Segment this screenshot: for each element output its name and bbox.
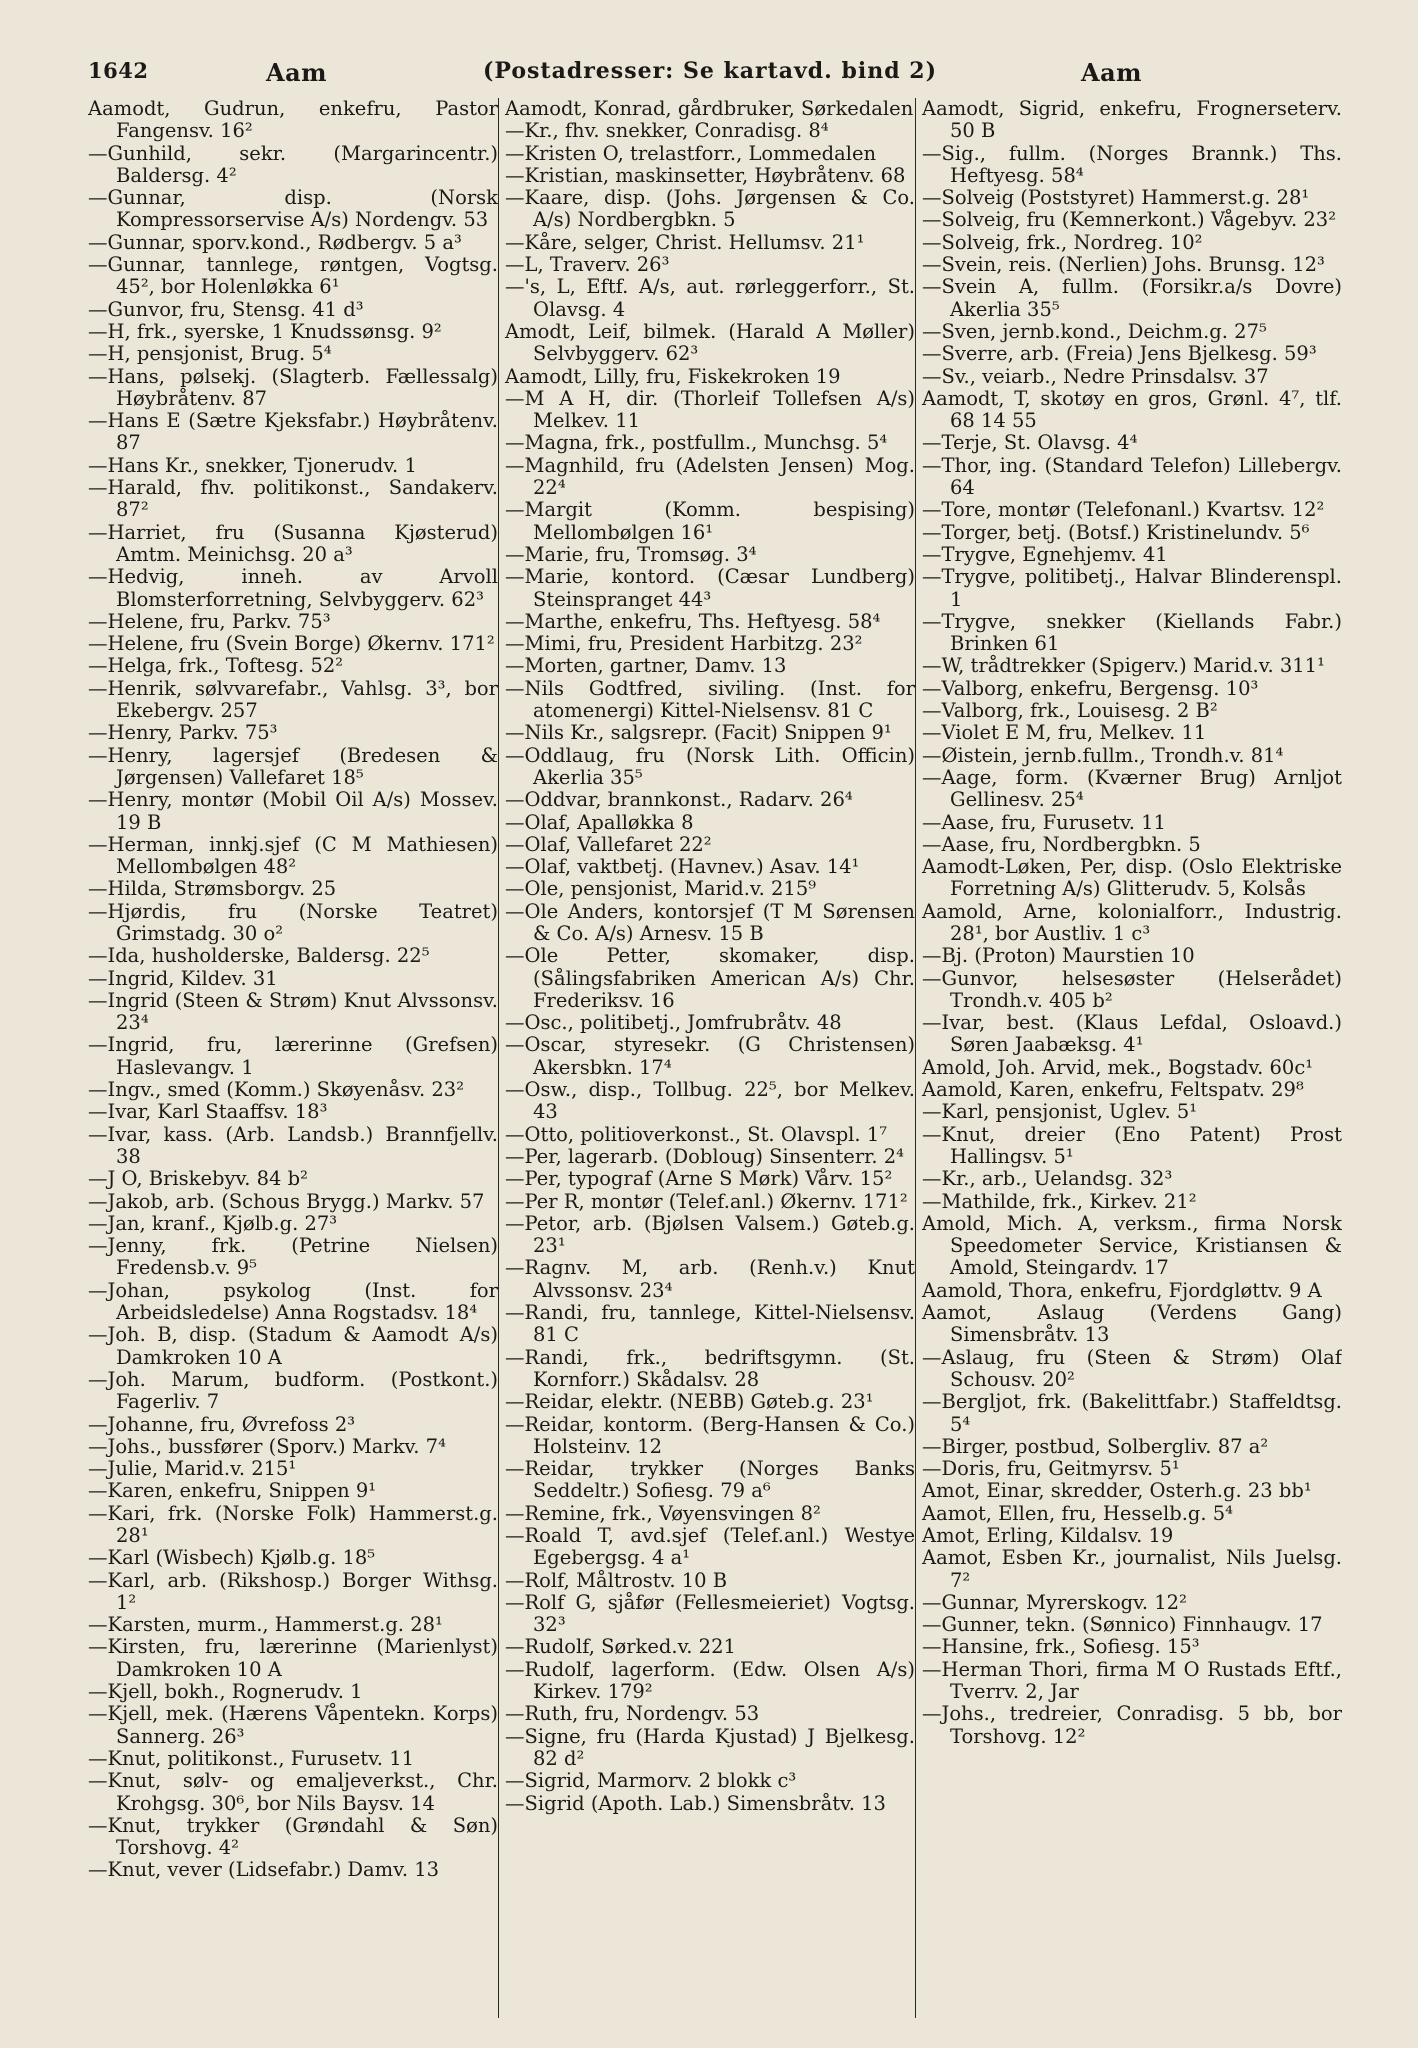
column-1: [88, 98, 498, 2018]
directory-entry: —Ivar, Karl Staaffsv. 18³: [88, 1100, 328, 1124]
directory-entry: —Osw., disp., Tollbug. 22⁵, bor Melkev. 43: [505, 1078, 915, 1124]
directory-entry: Aamold, Arne, kolonialforr., Industrig. 28¹, bor Austliv. 1 c³: [922, 899, 1342, 945]
directory-entry: —Randi, fru, tannlege, Kittel-Nielsensv. 81 C: [505, 1301, 915, 1347]
directory-entry: —Aslaug, fru (Steen & Strøm) Olaf Schousv. 20²: [922, 1345, 1342, 1391]
directory-entry: —Herman, innkj.sjef (C M Mathiesen) Mellombølgen 48²: [88, 832, 498, 879]
directory-entry: —Henry, Parkv. 75³: [88, 721, 278, 745]
header-right-keyword: Aam: [1081, 58, 1143, 87]
directory-entry: —Mimi, fru, President Harbitzg. 23²: [505, 632, 863, 656]
directory-entry: —Joh. B, disp. (Stadum & Aamodt A/s) Damkroken 10 A: [88, 1323, 498, 1369]
directory-entry: —Bj. (Proton) Maurstien 10: [922, 944, 1195, 968]
directory-entry: —Ole Anders, kontorsjef (T M Sørensen & Co. A/s) Arnesv. 15 B: [505, 899, 915, 945]
directory-entry: Aamodt, Konrad, gårdbruker, Sørkedalen: [505, 98, 914, 120]
directory-entry: —Gunvor, fru, Stensg. 41 d³: [88, 297, 364, 321]
directory-entry: —Hedvig, inneh. av Arvoll Blomsterforretning, Selvbyggerv. 62³: [88, 565, 498, 611]
page-number: 1642: [88, 58, 149, 83]
column-3: [915, 98, 1342, 2018]
directory-entry: —Nils Kr., salgsrepr. (Facit) Snippen 9¹: [505, 721, 892, 745]
directory-entry: —Petor, arb. (Bjølsen Valsem.) Gøteb.g. 23¹: [505, 1211, 915, 1258]
directory-entry: —Sigrid, Marmorv. 2 blokk c³: [505, 1769, 797, 1793]
directory-entry: —Ingrid, Kildev. 31: [88, 966, 278, 990]
directory-entry: —Sigrid (Apoth. Lab.) Simensbråtv. 13: [505, 1791, 886, 1815]
directory-entry: —Gunhild, sekr. (Margarincentr.) Baldersg. 4²: [88, 141, 498, 187]
directory-entry: —Valborg, enkefru, Bergensg. 10³: [922, 676, 1259, 700]
directory-entry: —Marie, fru, Tromsøg. 3⁴: [505, 542, 757, 566]
directory-entry: —Olaf, vaktbetj. (Havnev.) Asav. 14¹: [505, 855, 860, 879]
directory-entry: —Øistein, jernb.fullm., Trondh.v. 81⁴: [922, 743, 1284, 767]
directory-entry: —Doris, fru, Geitmyrsv. 5¹: [922, 1457, 1180, 1481]
directory-columns: [88, 98, 1372, 2018]
directory-entry: —Henry, lagersjef (Bredesen & Jørgensen) Vallefaret 18⁵: [88, 743, 498, 789]
directory-entry: —Terje, St. Olavsg. 4⁴: [922, 431, 1138, 455]
directory-entry: —Randi, frk., bedriftsgymn. (St. Kornforr.) Skådalsv. 28: [505, 1345, 915, 1391]
column-2: [498, 98, 915, 2018]
directory-entry: —Helga, frk., Toftesg. 52²: [88, 654, 344, 678]
directory-entry: —Ivar, kass. (Arb. Landsb.) Brannfjellv. 38: [88, 1122, 498, 1168]
directory-entry: —Johanne, fru, Øvrefoss 2³: [88, 1412, 356, 1436]
directory-entry: —Gunner, tekn. (Sønnico) Finnhaugv. 17: [922, 1613, 1323, 1637]
directory-entry: —Knut, vever (Lidsefabr.) Damv. 13: [88, 1858, 440, 1882]
directory-entry: Amold, Mich. A, verksm., firma Norsk Speedometer Service, Kristiansen & Amold, Steingardv. 17: [922, 1211, 1342, 1280]
directory-entry: —Roald T, avd.sjef (Telef.anl.) Westye Egebergsg. 4 a¹: [505, 1524, 915, 1570]
directory-entry: —Ole, pensjonist, Marid.v. 215⁹: [505, 877, 817, 901]
directory-entry: —Hansine, frk., Sofiesg. 15³: [922, 1635, 1200, 1659]
directory-entry: Aamot, Ellen, fru, Hesselb.g. 5⁴: [922, 1501, 1233, 1525]
directory-entry: —Sig., fullm. (Norges Brannk.) Ths. Heftyesg. 58⁴: [922, 141, 1342, 187]
directory-entry: —M A H, dir. (Thorleif Tollefsen A/s) Melkev. 11: [505, 386, 915, 433]
directory-entry: —Ole Petter, skomaker, disp. (Sålingsfabriken American A/s) Chr. Frederiksv. 16: [505, 944, 915, 1012]
directory-entry: —Gunvor, helsesøster (Helserådet) Trondh.v. 405 b²: [922, 966, 1342, 1012]
directory-entry: —Hans E (Sætre Kjeksfabr.) Høybråtenv. 87: [88, 409, 498, 455]
directory-entry: —Kari, frk. (Norske Folk) Hammerst.g. 28¹: [88, 1501, 498, 1547]
directory-entry: —Svein A, fullm. (Forsikr.a/s Dovre) Akerlia 35⁵: [922, 275, 1342, 321]
directory-entry: Amot, Erling, Kildalsv. 19: [922, 1524, 1174, 1547]
directory-entry: —Karl, arb. (Rikshosp.) Borger Withsg. 1²: [88, 1568, 498, 1614]
directory-entry: Aamodt-Løken, Per, disp. (Oslo Elektriske Forretning A/s) Glitterudv. 5, Kolsås: [922, 855, 1342, 901]
directory-entry: —Kristen O, trelastforr., Lommedalen: [505, 141, 877, 165]
directory-entry: —Herman Thori, firma M O Rustads Eftf., Tverrv. 2, Jar: [922, 1657, 1342, 1704]
directory-entry: —Magna, frk., postfullm., Munchsg. 5⁴: [505, 431, 888, 455]
directory-entry: —Per R, montør (Telef.anl.) Økernv. 171²: [505, 1189, 908, 1213]
directory-entry: —Hjørdis, fru (Norske Teatret) Grimstadg. 30 o²: [88, 899, 498, 945]
directory-entry: —Per, typograf (Arne S Mørk) Vårv. 15²: [505, 1167, 893, 1191]
directory-entry: —Marthe, enkefru, Ths. Heftyesg. 58⁴: [505, 609, 881, 633]
directory-entry: —Gunnar, tannlege, røntgen, Vogtsg. 45², bor Holenløkka 6¹: [88, 253, 498, 299]
directory-entry: —Jenny, frk. (Petrine Nielsen) Fredensb.v. 9⁵: [88, 1234, 498, 1280]
directory-entry: Aamodt, T, skotøy en gros, Grønl. 4⁷, tlf. 68 14 55: [922, 386, 1342, 433]
directory-entry: —Helene, fru (Svein Borge) Økernv. 171²: [88, 632, 495, 656]
directory-entry: —Johs., bussfører (Sporv.) Markv. 7⁴: [88, 1434, 446, 1458]
directory-entry: —Otto, politioverkonst., St. Olavspl. 1⁷: [505, 1122, 888, 1146]
directory-entry: —Kr., arb., Uelandsg. 32³: [922, 1167, 1173, 1191]
page-header: [88, 58, 1372, 92]
directory-entry: —Kristian, maskinsetter, Høybråtenv. 68: [505, 163, 906, 187]
directory-entry: —Tore, montør (Telefonanl.) Kvartsv. 12²: [922, 498, 1325, 522]
directory-entry: —Thor, ing. (Standard Telefon) Lillebergv. 64: [922, 453, 1342, 500]
directory-entry: —Harald, fhv. politikonst., Sandakerv. 87²: [88, 476, 498, 522]
directory-entry: —Karen, enkefru, Snippen 9¹: [88, 1479, 377, 1503]
directory-entry: Amold, Joh. Arvid, mek., Bogstadv. 60c¹: [922, 1055, 1314, 1079]
directory-entry: Aamold, Thora, enkefru, Fjordgløttv. 9 A: [922, 1278, 1322, 1302]
directory-entry: —Svein, reis. (Nerlien) Johs. Brunsg. 12³: [922, 253, 1325, 277]
directory-entry: —Knut, sølv- og emaljeverkst., Chr. Krohgsg. 30⁶, bor Nils Baysv. 14: [88, 1769, 498, 1815]
header-left-keyword: Aam: [266, 58, 328, 87]
directory-entry: —Karl, pensjonist, Uglev. 5¹: [922, 1100, 1198, 1124]
directory-entry: —J O, Briskebyv. 84 b²: [88, 1167, 308, 1191]
directory-entry: —Jakob, arb. (Schous Brygg.) Markv. 57: [88, 1189, 485, 1213]
directory-entry: —Ingrid, fru, lærerinne (Grefsen) Haslevangv. 1: [88, 1033, 498, 1079]
directory-entry: Aamodt, Gudrun, enkefru, Pastor Fangensv. 16²: [88, 98, 498, 143]
directory-entry: —Remine, frk., Vøyensvingen 8²: [505, 1501, 821, 1525]
directory-entry: —Knut, politikonst., Furusetv. 11: [88, 1746, 415, 1770]
directory-entry: —Kirsten, fru, lærerinne (Marienlyst) Damkroken 10 A: [88, 1635, 498, 1681]
directory-entry: —Hans Kr., snekker, Tjonerudv. 1: [88, 453, 417, 477]
directory-entry: —Solveig (Poststyret) Hammerst.g. 28¹: [922, 186, 1310, 210]
directory-entry: Aamot, Esben Kr., journalist, Nils Juelsg. 7²: [922, 1546, 1342, 1592]
directory-entry: —Karsten, murm., Hammerst.g. 28¹: [88, 1613, 443, 1637]
directory-entry: —Johs., tredreier, Conradisg. 5 bb, bor Torshovg. 12²: [922, 1702, 1342, 1748]
directory-entry: —Harriet, fru (Susanna Kjøsterud) Amtm. Meinichsg. 20 a³: [88, 520, 498, 566]
directory-entry: —Karl (Wisbech) Kjølb.g. 18⁵: [88, 1546, 376, 1570]
directory-entry: —Ivar, best. (Klaus Lefdal, Osloavd.) Søren Jaabæksg. 4¹: [922, 1011, 1342, 1057]
directory-entry: —Bergljot, frk. (Bakelittfabr.) Staffeldtsg. 5⁴: [922, 1390, 1342, 1436]
directory-entry: —Margit (Komm. bespising) Mellombølgen 16¹: [505, 498, 915, 544]
directory-entry: —Kr., fhv. snekker, Conradisg. 8⁴: [505, 119, 829, 143]
directory-entry: —Ruth, fru, Nordengv. 53: [505, 1702, 760, 1726]
directory-entry: —Oddvar, brannkonst., Radarv. 26⁴: [505, 788, 853, 812]
directory-entry: —Birger, postbud, Solbergliv. 87 a²: [922, 1434, 1269, 1458]
directory-entry: —Nils Godtfred, siviling. (Inst. for atomenergi) Kittel-Nielsensv. 81 C: [505, 676, 915, 723]
directory-entry: Amot, Einar, skredder, Osterh.g. 23 bb¹: [922, 1479, 1312, 1503]
directory-entry: Amodt, Leif, bilmek. (Harald A Møller) Selvbyggerv. 62³: [505, 319, 915, 366]
directory-entry: —Ragnv. M, arb. (Renh.v.) Knut Alvssonsv. 23⁴: [505, 1256, 915, 1302]
directory-entry: —Morten, gartner, Damv. 13: [505, 654, 787, 678]
directory-entry: —Sv., veiarb., Nedre Prinsdalsv. 37: [922, 364, 1269, 388]
directory-entry: —Kjell, bokh., Rognerudv. 1: [88, 1680, 363, 1704]
directory-entry: —Knut, trykker (Grøndahl & Søn) Torshovg. 4²: [88, 1813, 498, 1860]
directory-entry: —Gunnar, sporv.kond., Rødbergv. 5 a³: [88, 230, 462, 254]
directory-entry: —Sven, jernb.kond., Deichm.g. 27⁵: [922, 319, 1267, 343]
directory-entry: —'s, L, Eftf. A/s, aut. rørleggerforr., St. Olavsg. 4: [505, 275, 915, 321]
directory-entry: Aamodt, Lilly, fru, Fiskekroken 19: [505, 364, 841, 388]
directory-entry: —Hans, pølsekj. (Slagterb. Fællessalg) Høybråtenv. 87: [88, 364, 498, 410]
directory-entry: —Gunnar, Myrerskogv. 12²: [922, 1590, 1187, 1614]
directory-entry: —Julie, Marid.v. 215¹: [88, 1457, 297, 1481]
directory-entry: —Violet E M, fru, Melkev. 11: [922, 721, 1207, 745]
directory-entry: —Rudolf, lagerform. (Edw. Olsen A/s) Kirkev. 179²: [505, 1657, 915, 1704]
directory-entry: —L, Traverv. 26³: [505, 253, 670, 277]
directory-entry: —Aase, fru, Nordbergbkn. 5: [922, 832, 1201, 856]
directory-entry: —Trygve, politibetj., Halvar Blinderenspl. 1: [922, 565, 1342, 611]
directory-entry: —Signe, fru (Harda Kjustad) J Bjelkesg. 82 d²: [505, 1724, 915, 1770]
directory-entry: —Magnhild, fru (Adelsten Jensen) Mog. 22⁴: [505, 453, 915, 500]
directory-entry: —Solveig, fru (Kemnerkont.) Vågebyv. 23²: [922, 208, 1337, 232]
directory-entry: Aamold, Karen, enkefru, Feltspatv. 29⁸: [922, 1078, 1304, 1102]
directory-entry: —Johan, psykolog (Inst. for Arbeidsledelse) Anna Rogstadsv. 18⁴: [88, 1278, 498, 1325]
directory-entry: —Reidar, elektr. (NEBB) Gøteb.g. 23¹: [505, 1390, 874, 1414]
directory-entry: —Oscar, styresekr. (G Christensen) Akersbkn. 17⁴: [505, 1033, 915, 1079]
directory-entry: —Reidar, trykker (Norges Banks Seddeltr.) Sofiesg. 79 a⁶: [505, 1457, 915, 1503]
directory-entry: —Olaf, Vallefaret 22²: [505, 832, 712, 856]
directory-entry: —Rudolf, Sørked.v. 221: [505, 1635, 736, 1659]
directory-entry: —Henrik, sølvvarefabr., Vahlsg. 3³, bor Ekebergv. 257: [88, 676, 498, 723]
directory-entry: —Kaare, disp. (Johs. Jørgensen & Co. A/s) Nordbergbkn. 5: [505, 186, 915, 232]
directory-entry: —Sverre, arb. (Freia) Jens Bjelkesg. 59³: [922, 342, 1317, 366]
directory-entry: —Aase, fru, Furusetv. 11: [922, 810, 1166, 834]
directory-entry: —Mathilde, frk., Kirkev. 21²: [922, 1189, 1197, 1213]
directory-entry: —Per, lagerarb. (Dobloug) Sinsenterr. 2⁴: [505, 1144, 904, 1168]
directory-entry: —Ida, husholderske, Baldersg. 22⁵: [88, 944, 430, 968]
directory-entry: —Gunnar, disp. (Norsk Kompressorservise A/s) Nordengv. 53: [88, 186, 498, 232]
directory-entry: —Kjell, mek. (Hærens Våpentekn. Korps) Sannerg. 26³: [88, 1702, 498, 1748]
directory-entry: —Joh. Marum, budform. (Postkont.) Fagerliv. 7: [88, 1367, 498, 1414]
directory-entry: —Kåre, selger, Christ. Hellumsv. 21¹: [505, 230, 865, 254]
directory-entry: —Valborg, frk., Louisesg. 2 B²: [922, 699, 1218, 723]
directory-entry: —Rolf G, sjåfør (Fellesmeieriet) Vogtsg. 32³: [505, 1590, 915, 1637]
directory-entry: —Olaf, Apalløkka 8: [505, 810, 694, 834]
directory-entry: —Aage, form. (Kværner Brug) Arnljot Gellinesv. 25⁴: [922, 765, 1342, 812]
directory-entry: —Rolf, Måltrostv. 10 B: [505, 1568, 728, 1592]
directory-entry: —Reidar, kontorm. (Berg-Hansen & Co.) Holsteinv. 12: [505, 1412, 915, 1458]
directory-entry: —H, pensjonist, Brug. 5⁴: [88, 342, 332, 366]
directory-entry: —Oddlaug, fru (Norsk Lith. Officin) Akerlia 35⁵: [505, 743, 915, 789]
directory-entry: —Torger, betj. (Botsf.) Kristinelundv. 5⁶: [922, 520, 1310, 544]
directory-entry: —Osc., politibetj., Jomfrubråtv. 48: [505, 1011, 842, 1035]
directory-entry: —Henry, montør (Mobil Oil A/s) Mossev. 19 B: [88, 788, 498, 834]
directory-entry: —W, trådtrekker (Spigerv.) Marid.v. 311¹: [922, 654, 1325, 678]
directory-entry: —Jan, kranf., Kjølb.g. 27³: [88, 1211, 338, 1235]
directory-entry: —Trygve, Egnehjemv. 41: [922, 542, 1168, 566]
directory-entry: —Hilda, Strømsborgv. 25: [88, 877, 337, 901]
directory-entry: —H, frk., syerske, 1 Knudssønsg. 9²: [88, 319, 442, 343]
header-note: (Postadresser: Se kartavd. bind 2): [483, 58, 937, 84]
directory-entry: —Solveig, frk., Nordreg. 10²: [922, 230, 1203, 254]
directory-entry: Aamot, Aslaug (Verdens Gang) Simensbråtv. 13: [922, 1301, 1342, 1347]
directory-entry: —Knut, dreier (Eno Patent) Prost Hallingsv. 5¹: [922, 1122, 1342, 1168]
directory-entry: —Ingrid (Steen & Strøm) Knut Alvssonsv. 23⁴: [88, 988, 498, 1035]
directory-entry: —Ingv., smed (Komm.) Skøyenåsv. 23²: [88, 1078, 465, 1102]
directory-entry: —Marie, kontord. (Cæsar Lundberg) Steinspranget 44³: [505, 565, 915, 611]
directory-entry: Aamodt, Sigrid, enkefru, Frognerseterv. 50 B: [922, 98, 1342, 143]
directory-entry: —Helene, fru, Parkv. 75³: [88, 609, 331, 633]
directory-entry: —Trygve, snekker (Kiellands Fabr.) Brinken 61: [922, 609, 1342, 656]
